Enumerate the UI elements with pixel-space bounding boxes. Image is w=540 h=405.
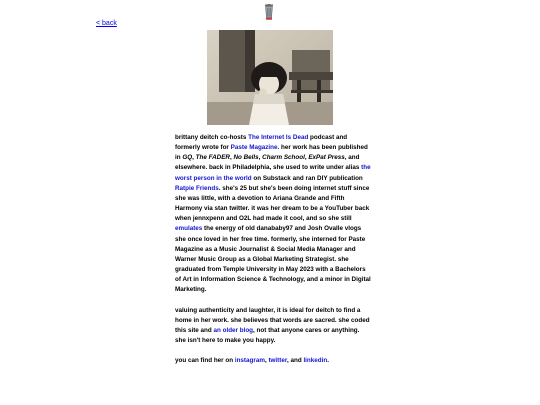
back-link[interactable]: < back	[96, 20, 117, 27]
bio-text-segment: . her work has been published in	[175, 144, 368, 162]
publication-the-fader: The FADER	[195, 154, 230, 162]
profile-photo	[207, 30, 333, 125]
publication-gq: GQ	[182, 154, 193, 162]
bio-text-segment: ,	[229, 154, 234, 162]
bio-text-segment: ,	[264, 357, 269, 365]
bio-text-segment: , not that anyone cares or anything. she isn't here to make you happy.	[175, 326, 360, 345]
publication-charm-school: Charm School	[262, 154, 305, 162]
link-the-worst-person-in-the-world[interactable]: the worst person in the world	[175, 164, 371, 182]
bio-text-segment: ,	[304, 154, 309, 162]
link-ratpie-friends[interactable]: Ratpie Friends	[175, 184, 219, 192]
bio-text-segment: ,	[192, 154, 196, 162]
bio-text-segment: .	[327, 357, 329, 365]
bio-paragraph-1	[175, 133, 371, 296]
bio-text-segment: , and elsewhere. back in Philadelphia, she used to write under alias	[175, 154, 362, 172]
bio-text-segment: ,	[258, 154, 263, 162]
bio-text-segment: podcast and formerly wrote for	[175, 134, 348, 152]
bio-text	[175, 133, 371, 367]
link-instagram[interactable]: instagram	[234, 357, 265, 365]
link-an-older-blog[interactable]: an older blog	[213, 326, 254, 334]
publication-no-bells: No Bells	[233, 154, 259, 162]
link-emulates[interactable]: emulates	[175, 225, 203, 233]
bio-text-segment: on Substack and ran DIY publication	[251, 174, 363, 182]
publication-expat-press: ExPat Press	[308, 154, 345, 162]
bio-text-segment: brittany deitch co-hosts	[175, 134, 249, 141]
bio-text-segment: the energy of old danababy97 and Josh Ovalle vlogs she once loved in her free time. formerly, she interned for Paste Magazine as a Music Journalist & Social Media Manager and Warner Music Group as a Global Marketing Strategist. she graduated from Temple University in May 2023 with a Bachelors of Art in Information Science & Technology, and a minor in Digital Marketing.	[175, 225, 371, 294]
bio-text-segment: . she's 25 but she's been doing internet stuff since she was little, with a devotion to Ariana Grande and Fifth Harmony via stan twitter. it was her dream to be a YouTuber back when jennxpenn and O2L had made it cool, and so she still	[175, 184, 370, 223]
bio-text-segment: valuing authenticity and laughter, it is ideal for deitch to find a home in her work. she believes that words are sacred. she coded this site and	[175, 306, 370, 334]
bio-paragraph-2	[175, 306, 371, 347]
bio-text-segment: you can find her on	[175, 357, 235, 365]
link-the-internet-is-dead[interactable]: The Internet Is Dead	[248, 134, 309, 141]
bio-paragraph-3	[175, 356, 371, 366]
link-linkedin[interactable]: linkedin	[303, 357, 328, 365]
trash-can-icon[interactable]	[264, 4, 274, 21]
bio-text-segment: , and	[286, 357, 304, 365]
link-paste-magazine[interactable]: Paste Magazine	[230, 144, 278, 152]
link-twitter[interactable]: twitter	[268, 357, 287, 365]
